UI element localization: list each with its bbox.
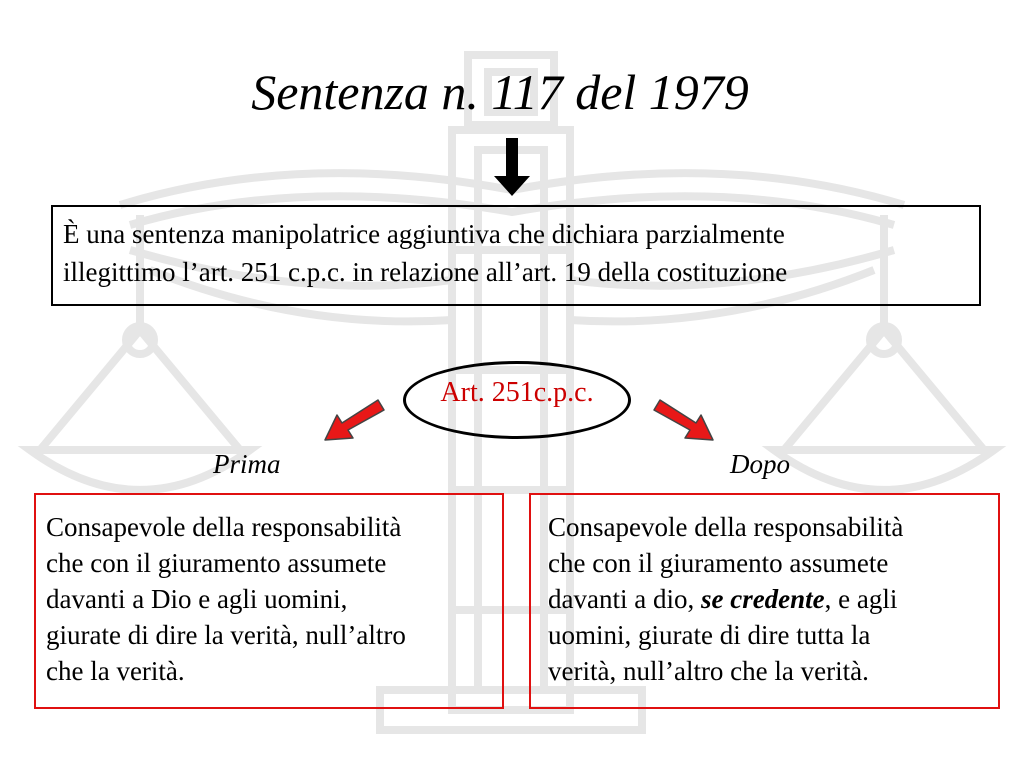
after-oath-box [529,493,1000,709]
summary-line-1: È una sentenza manipolatrice aggiuntiva che dichiara parzialmente [63,219,785,249]
after-line-1: Consapevole della responsabilità [548,512,904,542]
before-line-2: che con il giuramento assumete [46,548,387,578]
emphasis-se-credente: se credente [700,584,825,614]
after-line-3-start: davanti a dio, [548,584,701,614]
article-label: Art. 251c.p.c. [440,377,594,408]
before-label: Prima [213,449,281,479]
arrow-down-left-icon [320,396,390,446]
before-oath-box [34,493,504,709]
after-line-4: uomini, giurate di dire tutta la [548,620,871,650]
before-line-5: che la verità. [46,656,185,686]
summary-line-2: illegittimo l’art. 251 c.p.c. in relazione all’art. 19 della costituzione [63,257,788,287]
slide-title: Sentenza n. 117 del 1979 [251,64,749,120]
before-line-1: Consapevole della responsabilità [46,512,402,542]
after-line-3 [548,581,998,617]
arrow-down-right-icon [648,396,718,446]
ruling-summary-box [51,205,981,306]
arrow-down-icon [492,138,532,198]
after-label: Dopo [730,449,790,479]
after-line-5: verità, null’altro che la verità. [548,656,869,686]
before-line-4: giurate di dire la verità, null’altro [46,620,406,650]
before-line-3: davanti a Dio e agli uomini, [46,584,348,614]
after-line-2: che con il giuramento assumete [548,548,889,578]
after-line-3-end: , e agli [824,584,898,614]
